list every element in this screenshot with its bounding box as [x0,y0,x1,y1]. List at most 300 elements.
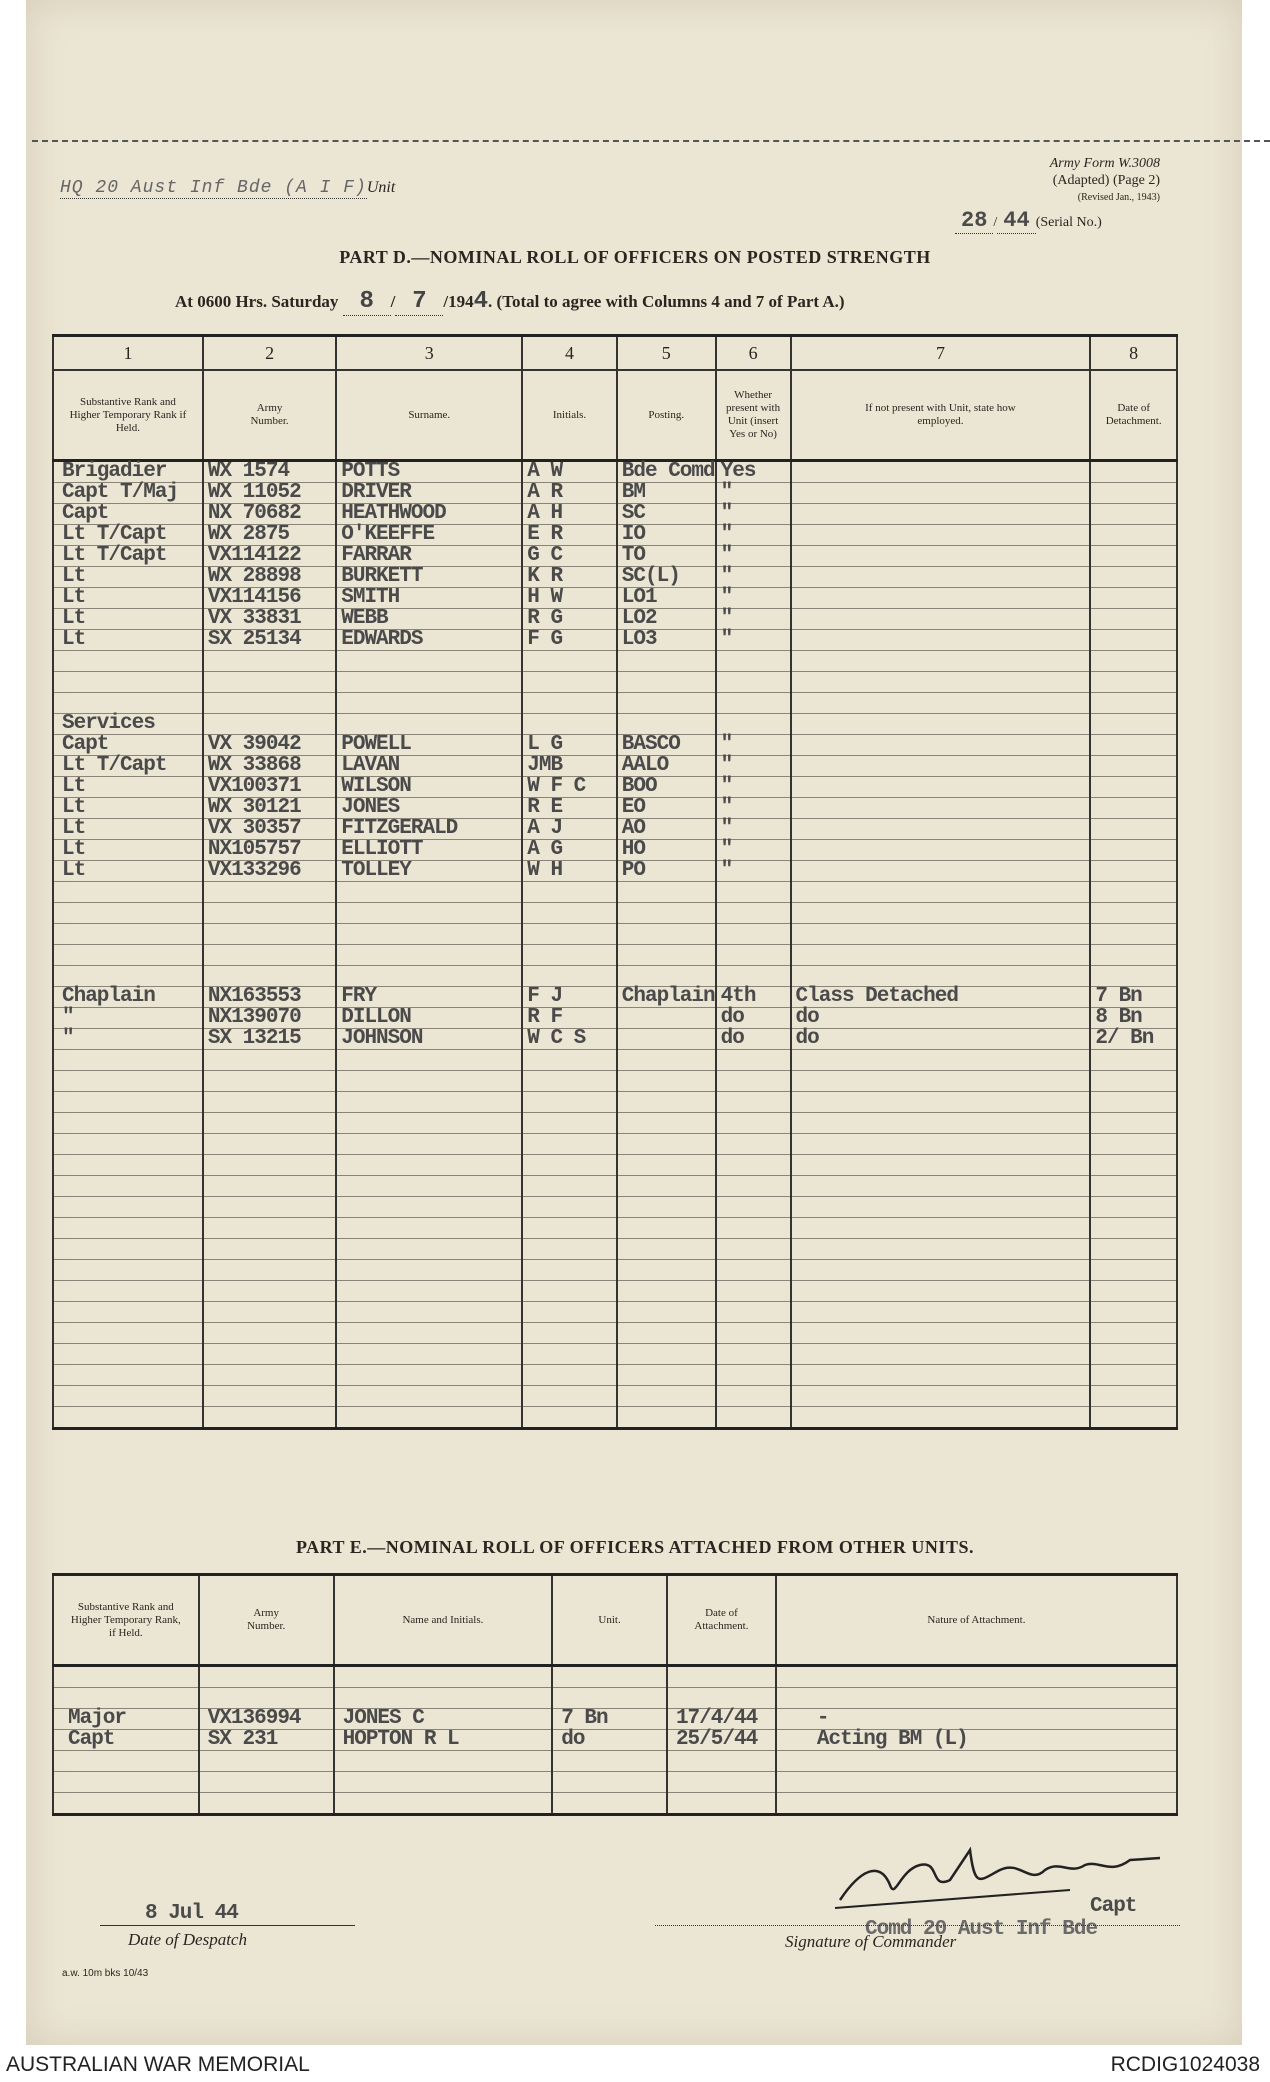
col-number: 4 [522,336,617,371]
cell-rank [53,1793,199,1815]
cell-number: NX163553 [203,987,336,1008]
cell-posting: SC(L) [617,567,716,588]
cell-employed [791,798,1091,819]
cell-number [203,1302,336,1323]
cell-present [716,1071,791,1092]
cell-surname [336,945,522,966]
cell-number [203,966,336,987]
cell-name [334,1751,553,1772]
cell-nature: Acting BM (L) [776,1730,1177,1751]
table-row [53,882,1177,903]
cell-number: VX114156 [203,588,336,609]
cell-initials: R F [522,1008,617,1029]
cell-surname: HEATHWOOD [336,504,522,525]
cell-rank [53,1071,203,1092]
cell-present: " [716,819,791,840]
table-row [53,1197,1177,1218]
cell-present [716,1302,791,1323]
cell-rank [53,1197,203,1218]
cell-surname [336,882,522,903]
cell-date [1090,1386,1177,1407]
cell-surname [336,1218,522,1239]
part-d-table [52,334,1178,1430]
cell-employed [791,945,1091,966]
cell-number: WX 1574 [203,461,336,483]
cell-nature: - [776,1709,1177,1730]
cell-number [203,693,336,714]
cell-date [1090,1092,1177,1113]
cell-posting [617,966,716,987]
cell-number [203,1155,336,1176]
table-row [53,483,1177,504]
cell-date [1090,609,1177,630]
cell-employed [791,693,1091,714]
cell-surname: FITZGERALD [336,819,522,840]
cell-posting: BM [617,483,716,504]
cell-number: VX100371 [203,777,336,798]
table-row [53,1155,1177,1176]
cell-present [716,693,791,714]
cell-present [716,1092,791,1113]
cell-initials [522,1113,617,1134]
cell-date: 25/5/44 [667,1730,776,1751]
table-row [53,798,1177,819]
cell-rank: Lt [53,588,203,609]
cell-initials [522,1239,617,1260]
cell-number [203,1218,336,1239]
cell-date [1090,1197,1177,1218]
cell-posting: Bde Comd [617,461,716,483]
cell-number: WX 28898 [203,567,336,588]
cell-number [203,1260,336,1281]
cell-date: 2/ Bn [1090,1029,1177,1050]
cell-surname: SMITH [336,588,522,609]
cell-present [716,1176,791,1197]
cell-present: Yes [716,461,791,483]
cell-surname [336,1071,522,1092]
cell-unit: 7 Bn [552,1709,667,1730]
cell-present: " [716,588,791,609]
cell-date [1090,1260,1177,1281]
cell-surname [336,1260,522,1281]
signature-line [655,1925,1180,1926]
cell-surname: DRIVER [336,483,522,504]
table-row [53,693,1177,714]
cell-number: VX 39042 [203,735,336,756]
cell-employed [791,630,1091,651]
cell-employed [791,588,1091,609]
signature-label: Signature of Commander [785,1932,957,1951]
cell-number [203,1239,336,1260]
table-row [53,1407,1177,1429]
cell-posting [617,1407,716,1429]
table-row [53,1688,1177,1709]
cell-surname [336,924,522,945]
table-row [53,651,1177,672]
cell-initials [522,1176,617,1197]
table-row [53,1218,1177,1239]
cell-surname [336,1176,522,1197]
table-row [53,567,1177,588]
cell-initials: A R [522,483,617,504]
cell-employed [791,546,1091,567]
cell-employed [791,882,1091,903]
cell-present [716,882,791,903]
cell-surname: POTTS [336,461,522,483]
cell-surname [336,651,522,672]
table-row [53,1029,1177,1050]
cell-employed [791,504,1091,525]
table-row [53,1323,1177,1344]
cell-date [1090,966,1177,987]
col-header-name: Name and Initials. [334,1575,553,1666]
cell-date [1090,1323,1177,1344]
cell-posting [617,1071,716,1092]
cell-initials: A G [522,840,617,861]
cell-number [203,714,336,735]
cell-surname: O'KEEFFE [336,525,522,546]
despatch-label: Date of Despatch [128,1930,247,1949]
cell-posting [617,945,716,966]
cell-number [203,1344,336,1365]
cell-surname: WEBB [336,609,522,630]
table-row [53,588,1177,609]
archive-id: RCDIG1024038 [1110,2053,1260,2076]
cell-date [1090,1071,1177,1092]
cell-surname [336,1134,522,1155]
cell-number [203,924,336,945]
cell-rank: Lt [53,819,203,840]
part-d-col-numbers [53,336,1177,371]
table-row [53,966,1177,987]
cell-number [203,1323,336,1344]
table-row [53,1793,1177,1815]
cell-rank [53,1365,203,1386]
cell-rank [53,1176,203,1197]
cell-number [203,1050,336,1071]
serial-sep: / [993,215,998,230]
col-number: 6 [716,336,791,371]
cell-surname [336,1386,522,1407]
cell-date [1090,567,1177,588]
cell-posting: LO2 [617,609,716,630]
date-month: 7 [395,288,443,316]
cell-date [1090,483,1177,504]
cell-number: NX105757 [203,840,336,861]
table-row [53,714,1177,735]
table-row [53,1365,1177,1386]
cell-number: SX 231 [199,1730,334,1751]
table-row [53,525,1177,546]
cell-employed [791,483,1091,504]
cell-employed [791,756,1091,777]
cell-posting [617,1386,716,1407]
cell-present [716,1344,791,1365]
cell-rank: Lt [53,609,203,630]
cell-employed [791,672,1091,693]
cell-rank [53,1386,203,1407]
table-row [53,1176,1177,1197]
cell-surname [336,1344,522,1365]
table-row [53,1751,1177,1772]
cell-employed [791,924,1091,945]
cell-initials [522,1281,617,1302]
cell-initials [522,714,617,735]
perforation-line [32,140,1270,142]
cell-surname: ELLIOTT [336,840,522,861]
cell-date [1090,945,1177,966]
col-number: 7 [791,336,1091,371]
cell-initials: JMB [522,756,617,777]
cell-present [716,1323,791,1344]
col-header-posting: Posting. [617,370,716,461]
cell-number: VX 30357 [203,819,336,840]
cell-rank [53,945,203,966]
army-form-label: Army Form W.3008 [1049,156,1160,171]
cell-posting: Chaplain [617,987,716,1008]
table-row [53,1050,1177,1071]
cell-employed [791,819,1091,840]
cell-number [199,1751,334,1772]
cell-rank [53,966,203,987]
cell-rank [53,882,203,903]
table-row [53,1344,1177,1365]
cell-posting [617,693,716,714]
cell-number: WX 2875 [203,525,336,546]
cell-employed [791,461,1091,483]
table-row [53,924,1177,945]
cell-date [1090,1281,1177,1302]
cell-number [199,1666,334,1688]
cell-number: VX136994 [199,1709,334,1730]
cell-rank [53,1050,203,1071]
cell-number [203,1197,336,1218]
date-year-digit: 4 [473,288,489,315]
table-row [53,756,1177,777]
revised-label: (Revised Jan., 1943) [1077,192,1160,203]
cell-employed [791,651,1091,672]
cell-posting [617,1050,716,1071]
cell-number [203,1281,336,1302]
cell-rank [53,1239,203,1260]
date-prefix: At 0600 Hrs. Saturday [175,292,339,311]
table-row [53,1071,1177,1092]
cell-unit [552,1751,667,1772]
cell-date [1090,777,1177,798]
cell-rank: Major [53,1709,199,1730]
cell-date [1090,798,1177,819]
cell-number [203,1113,336,1134]
cell-date [1090,1344,1177,1365]
cell-initials: E R [522,525,617,546]
cell-present: " [716,861,791,882]
cell-initials: A H [522,504,617,525]
cell-posting [617,1260,716,1281]
col-number: 2 [203,336,336,371]
table-row [53,1239,1177,1260]
cell-date [1090,714,1177,735]
cell-date: 7 Bn [1090,987,1177,1008]
cell-number: WX 11052 [203,483,336,504]
cell-number [199,1772,334,1793]
table-row [53,819,1177,840]
cell-present [716,1218,791,1239]
cell-present [716,1365,791,1386]
cell-employed [791,714,1091,735]
cell-employed [791,861,1091,882]
cell-employed [791,1092,1091,1113]
cell-number: NX 70682 [203,504,336,525]
cell-number [203,1071,336,1092]
table-row [53,1260,1177,1281]
cell-posting [617,714,716,735]
cell-number [203,882,336,903]
cell-posting [617,903,716,924]
cell-employed [791,1407,1091,1429]
col-number: 1 [53,336,203,371]
cell-rank [53,1134,203,1155]
cell-surname [336,1323,522,1344]
cell-employed [791,1365,1091,1386]
part-e-table [52,1573,1178,1816]
cell-posting: LO3 [617,630,716,651]
cell-posting: BOO [617,777,716,798]
table-row [53,945,1177,966]
cell-number: NX139070 [203,1008,336,1029]
cell-employed [791,1113,1091,1134]
cell-posting [617,1134,716,1155]
cell-number: WX 30121 [203,798,336,819]
part-d-title: PART D.—NOMINAL ROLL OF OFFICERS ON POSTED STRENGTH [339,247,931,267]
cell-rank [53,1688,199,1709]
cell-name: HOPTON R L [334,1730,553,1751]
cell-present [716,1386,791,1407]
cell-date [1090,504,1177,525]
cell-surname [336,1239,522,1260]
col-header-rank: Substantive Rank and Higher Temporary Rank if Held. [53,370,203,461]
cell-rank: Capt T/Maj [53,483,203,504]
cell-posting: TO [617,546,716,567]
cell-posting: BASCO [617,735,716,756]
cell-date [1090,1113,1177,1134]
printer-mark: a.w. 10m bks 10/43 [62,1968,149,1979]
cell-date: 17/4/44 [667,1709,776,1730]
cell-initials: R E [522,798,617,819]
cell-rank [53,1281,203,1302]
cell-surname [336,1092,522,1113]
cell-initials [522,1218,617,1239]
cell-initials: W H [522,861,617,882]
cell-date [1090,1365,1177,1386]
cell-surname: DILLON [336,1008,522,1029]
cell-initials: R G [522,609,617,630]
cell-employed [791,1323,1091,1344]
cell-date [1090,756,1177,777]
cell-name [334,1793,553,1815]
cell-initials [522,882,617,903]
unit-field [60,178,395,198]
cell-rank [53,924,203,945]
cell-posting [617,1323,716,1344]
signature-unit: Comd 20 Aust Inf Bde [865,1918,1098,1941]
cell-surname [336,1050,522,1071]
cell-surname [336,1113,522,1134]
cell-posting: EO [617,798,716,819]
cell-posting: AO [617,819,716,840]
col-header-detachment-date: Date of Detachment. [1090,370,1177,461]
cell-rank: Chaplain [53,987,203,1008]
cell-initials [522,1050,617,1071]
cell-date [1090,546,1177,567]
cell-employed [791,903,1091,924]
cell-surname: FRY [336,987,522,1008]
cell-date [667,1793,776,1815]
cell-present: " [716,483,791,504]
cell-rank: Capt [53,504,203,525]
cell-employed [791,735,1091,756]
unit-label: Unit [366,179,396,196]
cell-surname: JOHNSON [336,1029,522,1050]
col-header-employed: If not present with Unit, state how employed. [791,370,1091,461]
cell-initials: W F C [522,777,617,798]
cell-surname: POWELL [336,735,522,756]
cell-date [1090,672,1177,693]
cell-rank: Lt T/Capt [53,546,203,567]
cell-rank: Capt [53,735,203,756]
cell-posting [617,1197,716,1218]
cell-present [716,1197,791,1218]
cell-initials: H W [522,588,617,609]
cell-rank [53,1751,199,1772]
cell-rank: " [53,1029,203,1050]
cell-initials [522,672,617,693]
cell-posting: LO1 [617,588,716,609]
table-row [53,1008,1177,1029]
cell-rank: Lt [53,567,203,588]
cell-posting [617,672,716,693]
cell-posting [617,651,716,672]
cell-number [203,651,336,672]
cell-employed [791,609,1091,630]
cell-employed: do [791,1029,1091,1050]
cell-present: " [716,567,791,588]
signature-rank: Capt [1090,1895,1137,1918]
cell-present: " [716,777,791,798]
cell-rank: Services [53,714,203,735]
cell-surname: EDWARDS [336,630,522,651]
table-row [53,630,1177,651]
part-d-date-line [175,288,845,316]
cell-initials: K R [522,567,617,588]
cell-posting: IO [617,525,716,546]
cell-number: VX133296 [203,861,336,882]
cell-number: SX 13215 [203,1029,336,1050]
cell-initials [522,1071,617,1092]
table-row [53,1709,1177,1730]
cell-initials [522,1197,617,1218]
col-number: 3 [336,336,522,371]
cell-posting [617,1365,716,1386]
cell-initials [522,1386,617,1407]
cell-employed [791,1050,1091,1071]
cell-employed: do [791,1008,1091,1029]
cell-posting [617,1218,716,1239]
cell-employed [791,1260,1091,1281]
cell-present [716,1407,791,1429]
despatch-date-typed: 8 Jul 44 [145,1902,238,1925]
cell-rank: Lt [53,798,203,819]
cell-number: WX 33868 [203,756,336,777]
